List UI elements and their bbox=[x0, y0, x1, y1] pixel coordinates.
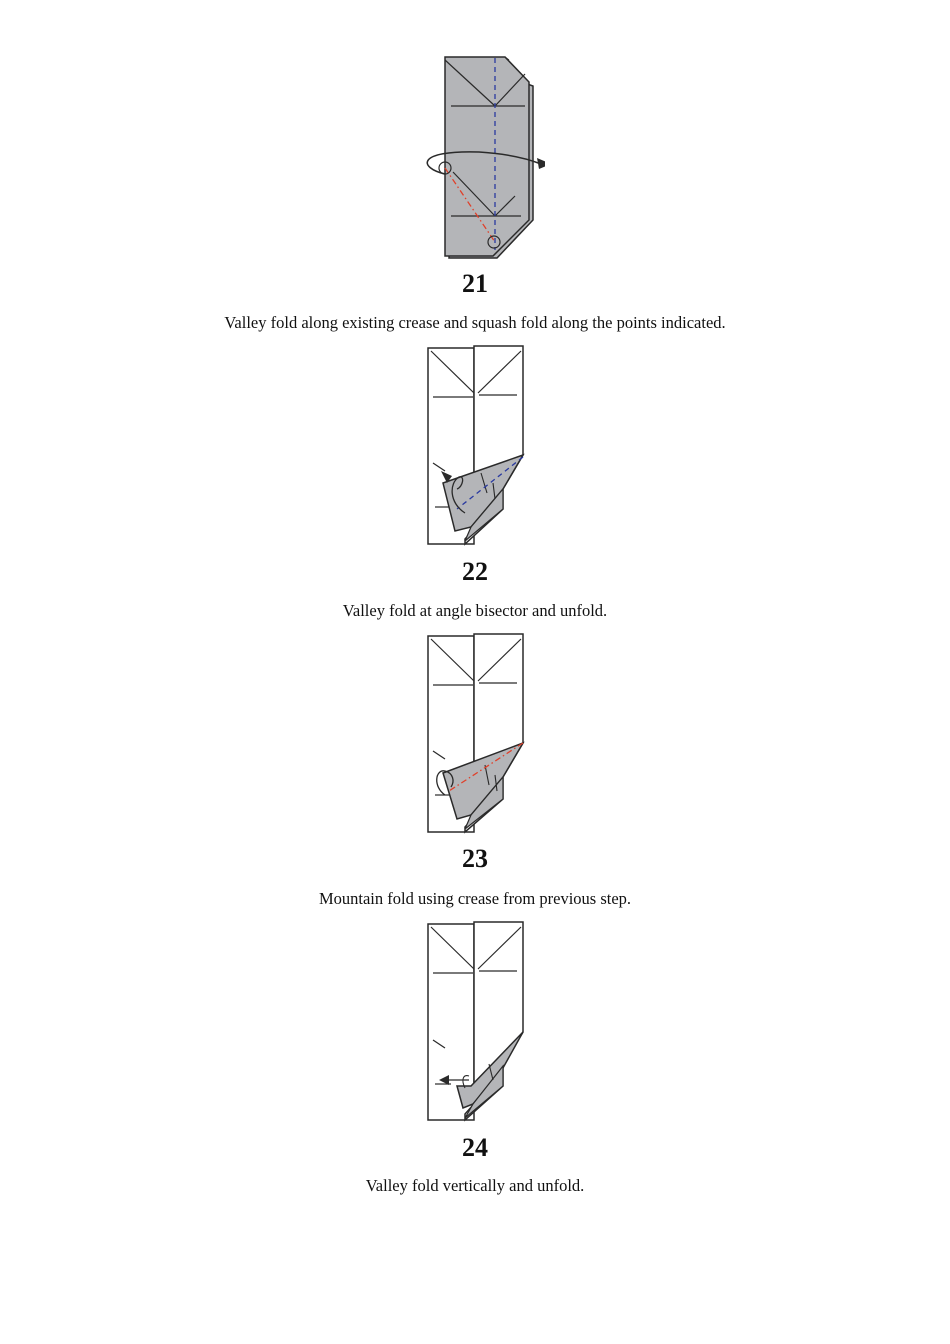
step-number: 21 bbox=[462, 269, 488, 298]
step-caption: Valley fold along existing crease and squash fold along the points indicated. bbox=[224, 313, 726, 332]
step-number: 24 bbox=[462, 1133, 488, 1162]
arrow-head bbox=[537, 158, 545, 169]
step-number: 23 bbox=[462, 844, 488, 873]
step-number: 22 bbox=[462, 557, 488, 586]
step-21-diagram bbox=[0, 52, 950, 262]
step-caption: Mountain fold using crease from previous step. bbox=[318, 889, 632, 908]
step-caption: Valley fold at angle bisector and unfold. bbox=[342, 601, 608, 620]
step-22-diagram bbox=[0, 343, 950, 549]
step-24-diagram bbox=[0, 918, 950, 1124]
step-caption: Valley fold vertically and unfold. bbox=[365, 1176, 585, 1195]
step-23-diagram bbox=[0, 631, 950, 837]
